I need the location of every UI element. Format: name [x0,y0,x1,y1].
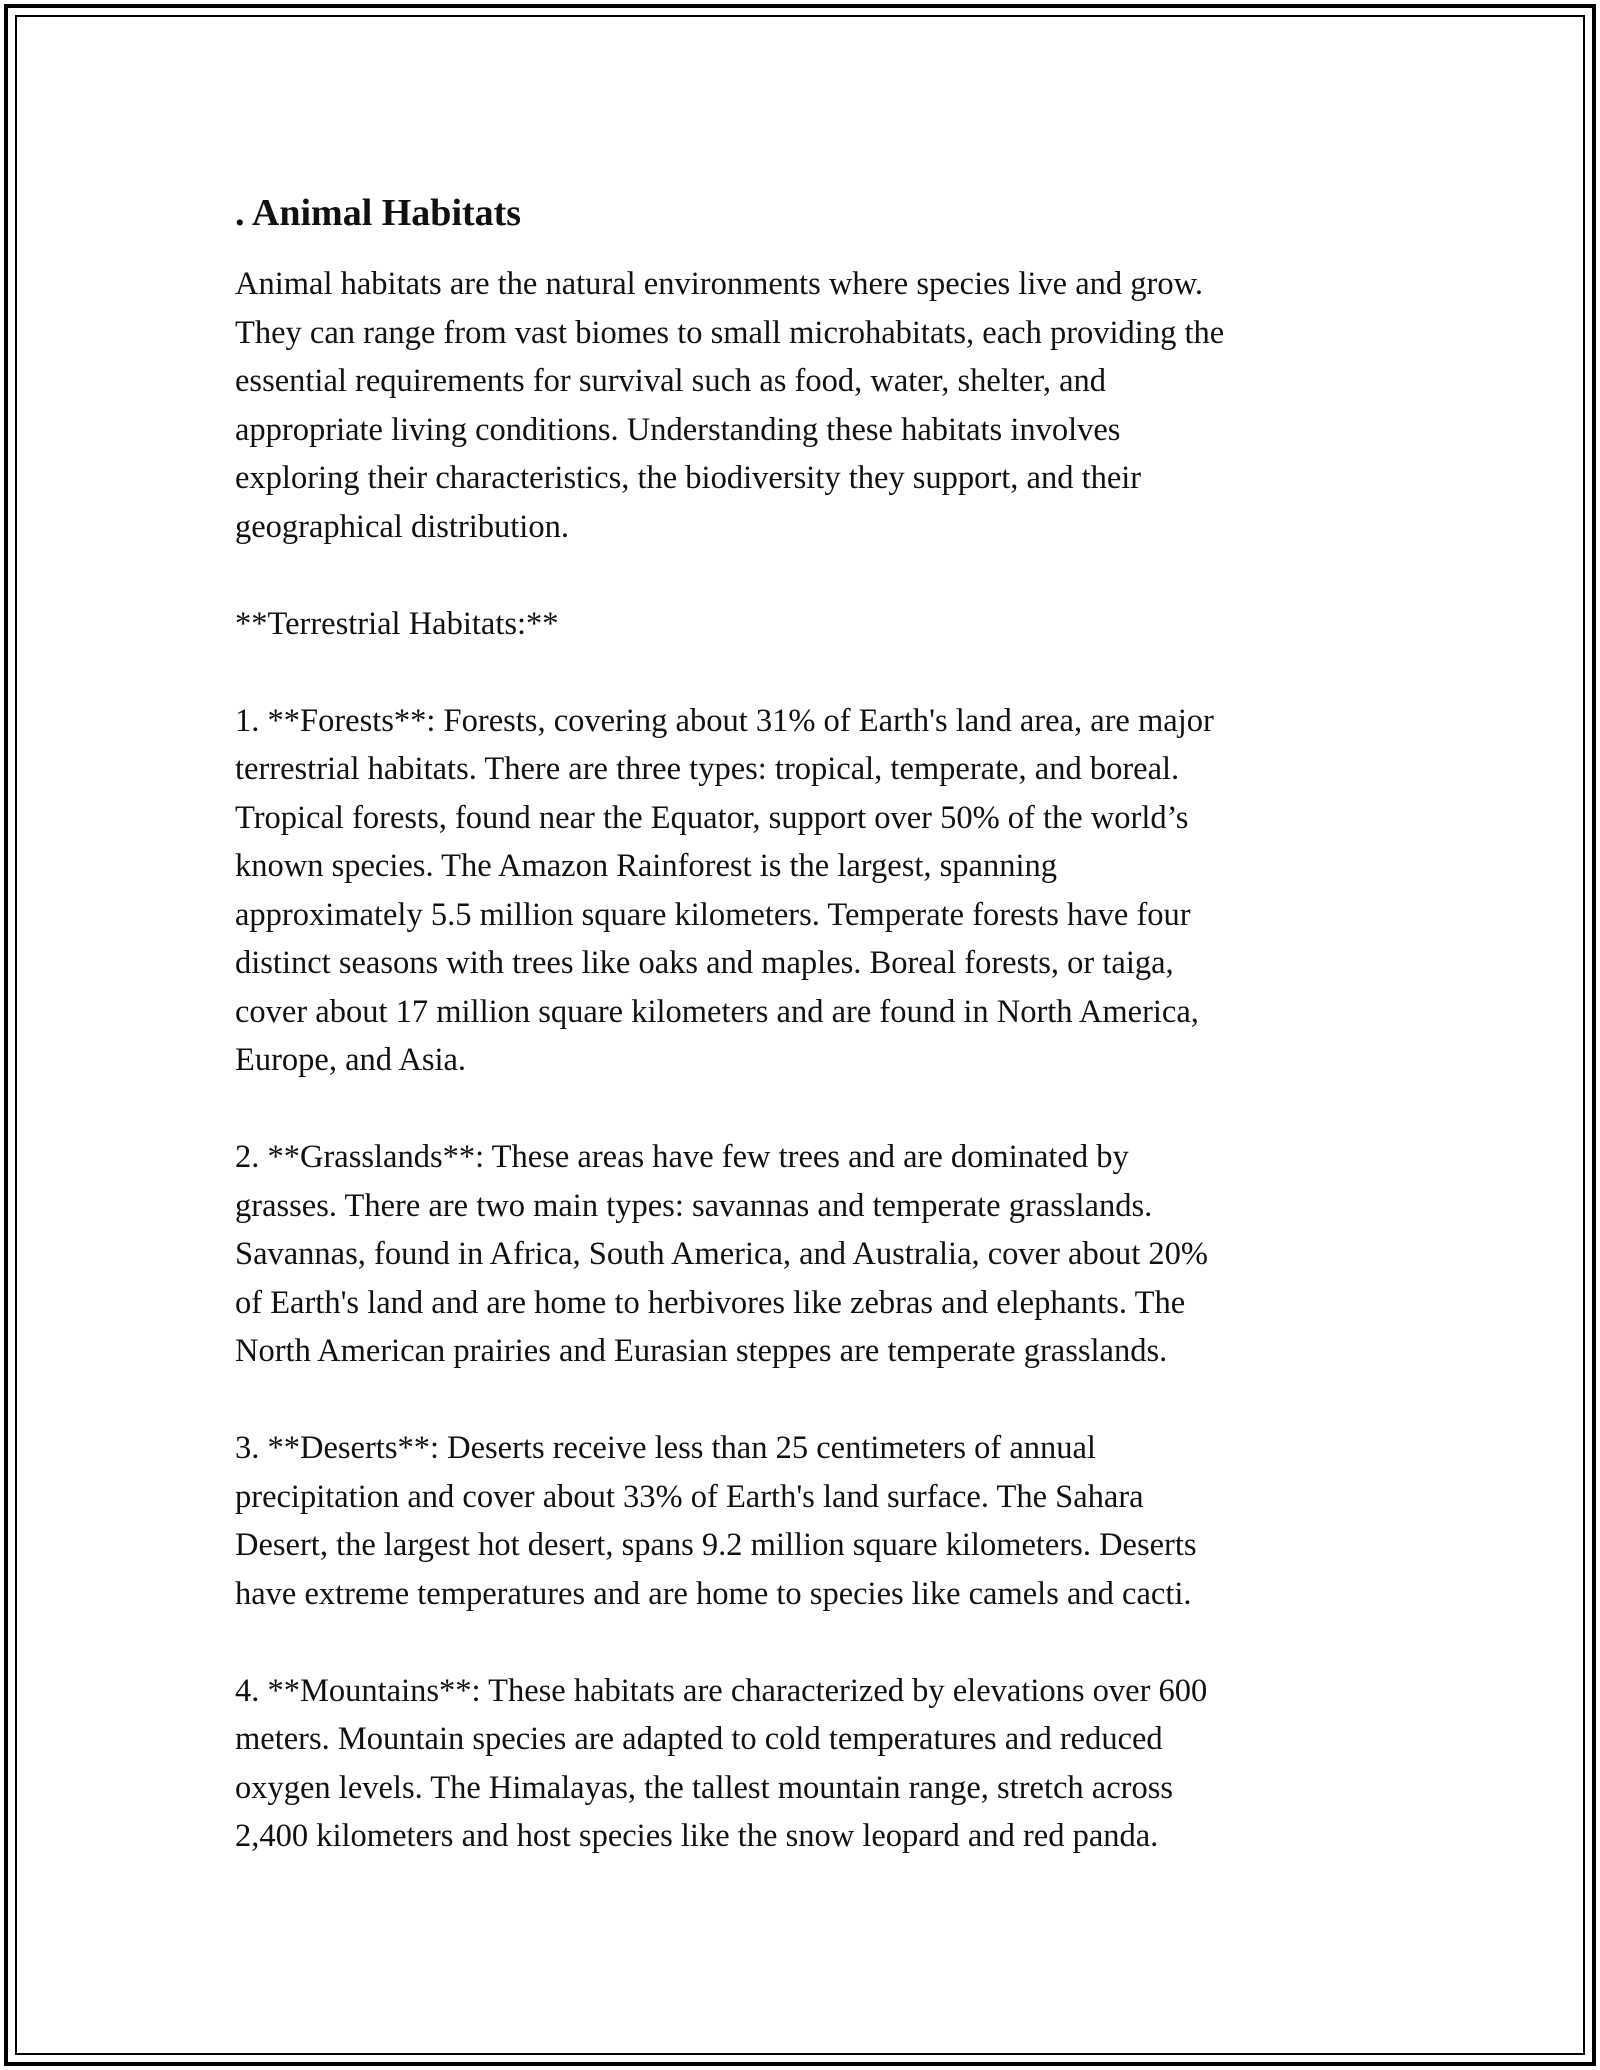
text-line: approximately 5.5 million square kilometers. Temperate forests have four [235,896,1191,933]
paragraph-deserts [235,1424,1375,1618]
paragraph-mountains [235,1667,1375,1861]
paragraph-grasslands [235,1133,1375,1376]
text-line: **Terrestrial Habitats:** [235,605,559,642]
text-line: grasses. There are two main types: savannas and temperate grasslands. [235,1187,1153,1224]
text-line: meters. Mountain species are adapted to cold temperatures and reduced [235,1721,1163,1757]
document-body [235,186,1375,1909]
text-line: terrestrial habitats. There are three types: tropical, temperate, and boreal. [235,751,1180,787]
text-line: appropriate living conditions. Understanding these habitats involves [235,411,1121,448]
text-line: 3. **Deserts**: Deserts receive less than 25 centimeters of annual [235,1430,1096,1466]
text-line: distinct seasons with trees like oaks and maples. Boreal forests, or taiga, [235,945,1174,981]
text-line: exploring their characteristics, the biodiversity they support, and their [235,460,1142,496]
text-line: North American prairies and Eurasian steppes are temperate grasslands. [235,1333,1168,1369]
text-line: Europe, and Asia. [235,1042,467,1078]
text-line: essential requirements for survival such as food, water, shelter, and [235,363,1107,399]
paragraph-intro [235,260,1375,551]
text-line: geographical distribution. [235,508,569,545]
text-line: Tropical forests, found near the Equator, support over 50% of the world’s [235,799,1189,836]
document-title: . Animal Habitats [235,192,522,234]
text-line: precipitation and cover about 33% of Earth's land surface. The Sahara [235,1478,1144,1515]
text-line: 4. **Mountains**: These habitats are characterized by elevations over 600 [235,1672,1208,1709]
paragraph-forests [235,697,1375,1085]
text-line: have extreme temperatures and are home to species like camels and cacti. [235,1575,1192,1612]
section-heading-terrestrial [235,600,1375,649]
text-line: Animal habitats are the natural environments where species live and grow. [235,266,1204,302]
text-line: Desert, the largest hot desert, spans 9.2 million square kilometers. Deserts [235,1527,1197,1563]
text-line: 2. **Grasslands**: These areas have few trees and are dominated by [235,1139,1129,1175]
text-line: cover about 17 million square kilometers and are found in North America, [235,993,1199,1030]
text-line: 2,400 kilometers and host species like the snow leopard and red panda. [235,1818,1159,1854]
text-line: of Earth's land and are home to herbivores like zebras and elephants. The [235,1284,1186,1321]
text-line: They can range from vast biomes to small microhabitats, each providing the [235,314,1225,351]
text-line: 1. **Forests**: Forests, covering about 31% of Earth's land area, are major [235,702,1214,739]
text-line: oxygen levels. The Himalayas, the tallest mountain range, stretch across [235,1769,1174,1806]
text-line: known species. The Amazon Rainforest is the largest, spanning [235,848,1057,884]
text-line: Savannas, found in Africa, South America, and Australia, cover about 20% [235,1236,1208,1272]
